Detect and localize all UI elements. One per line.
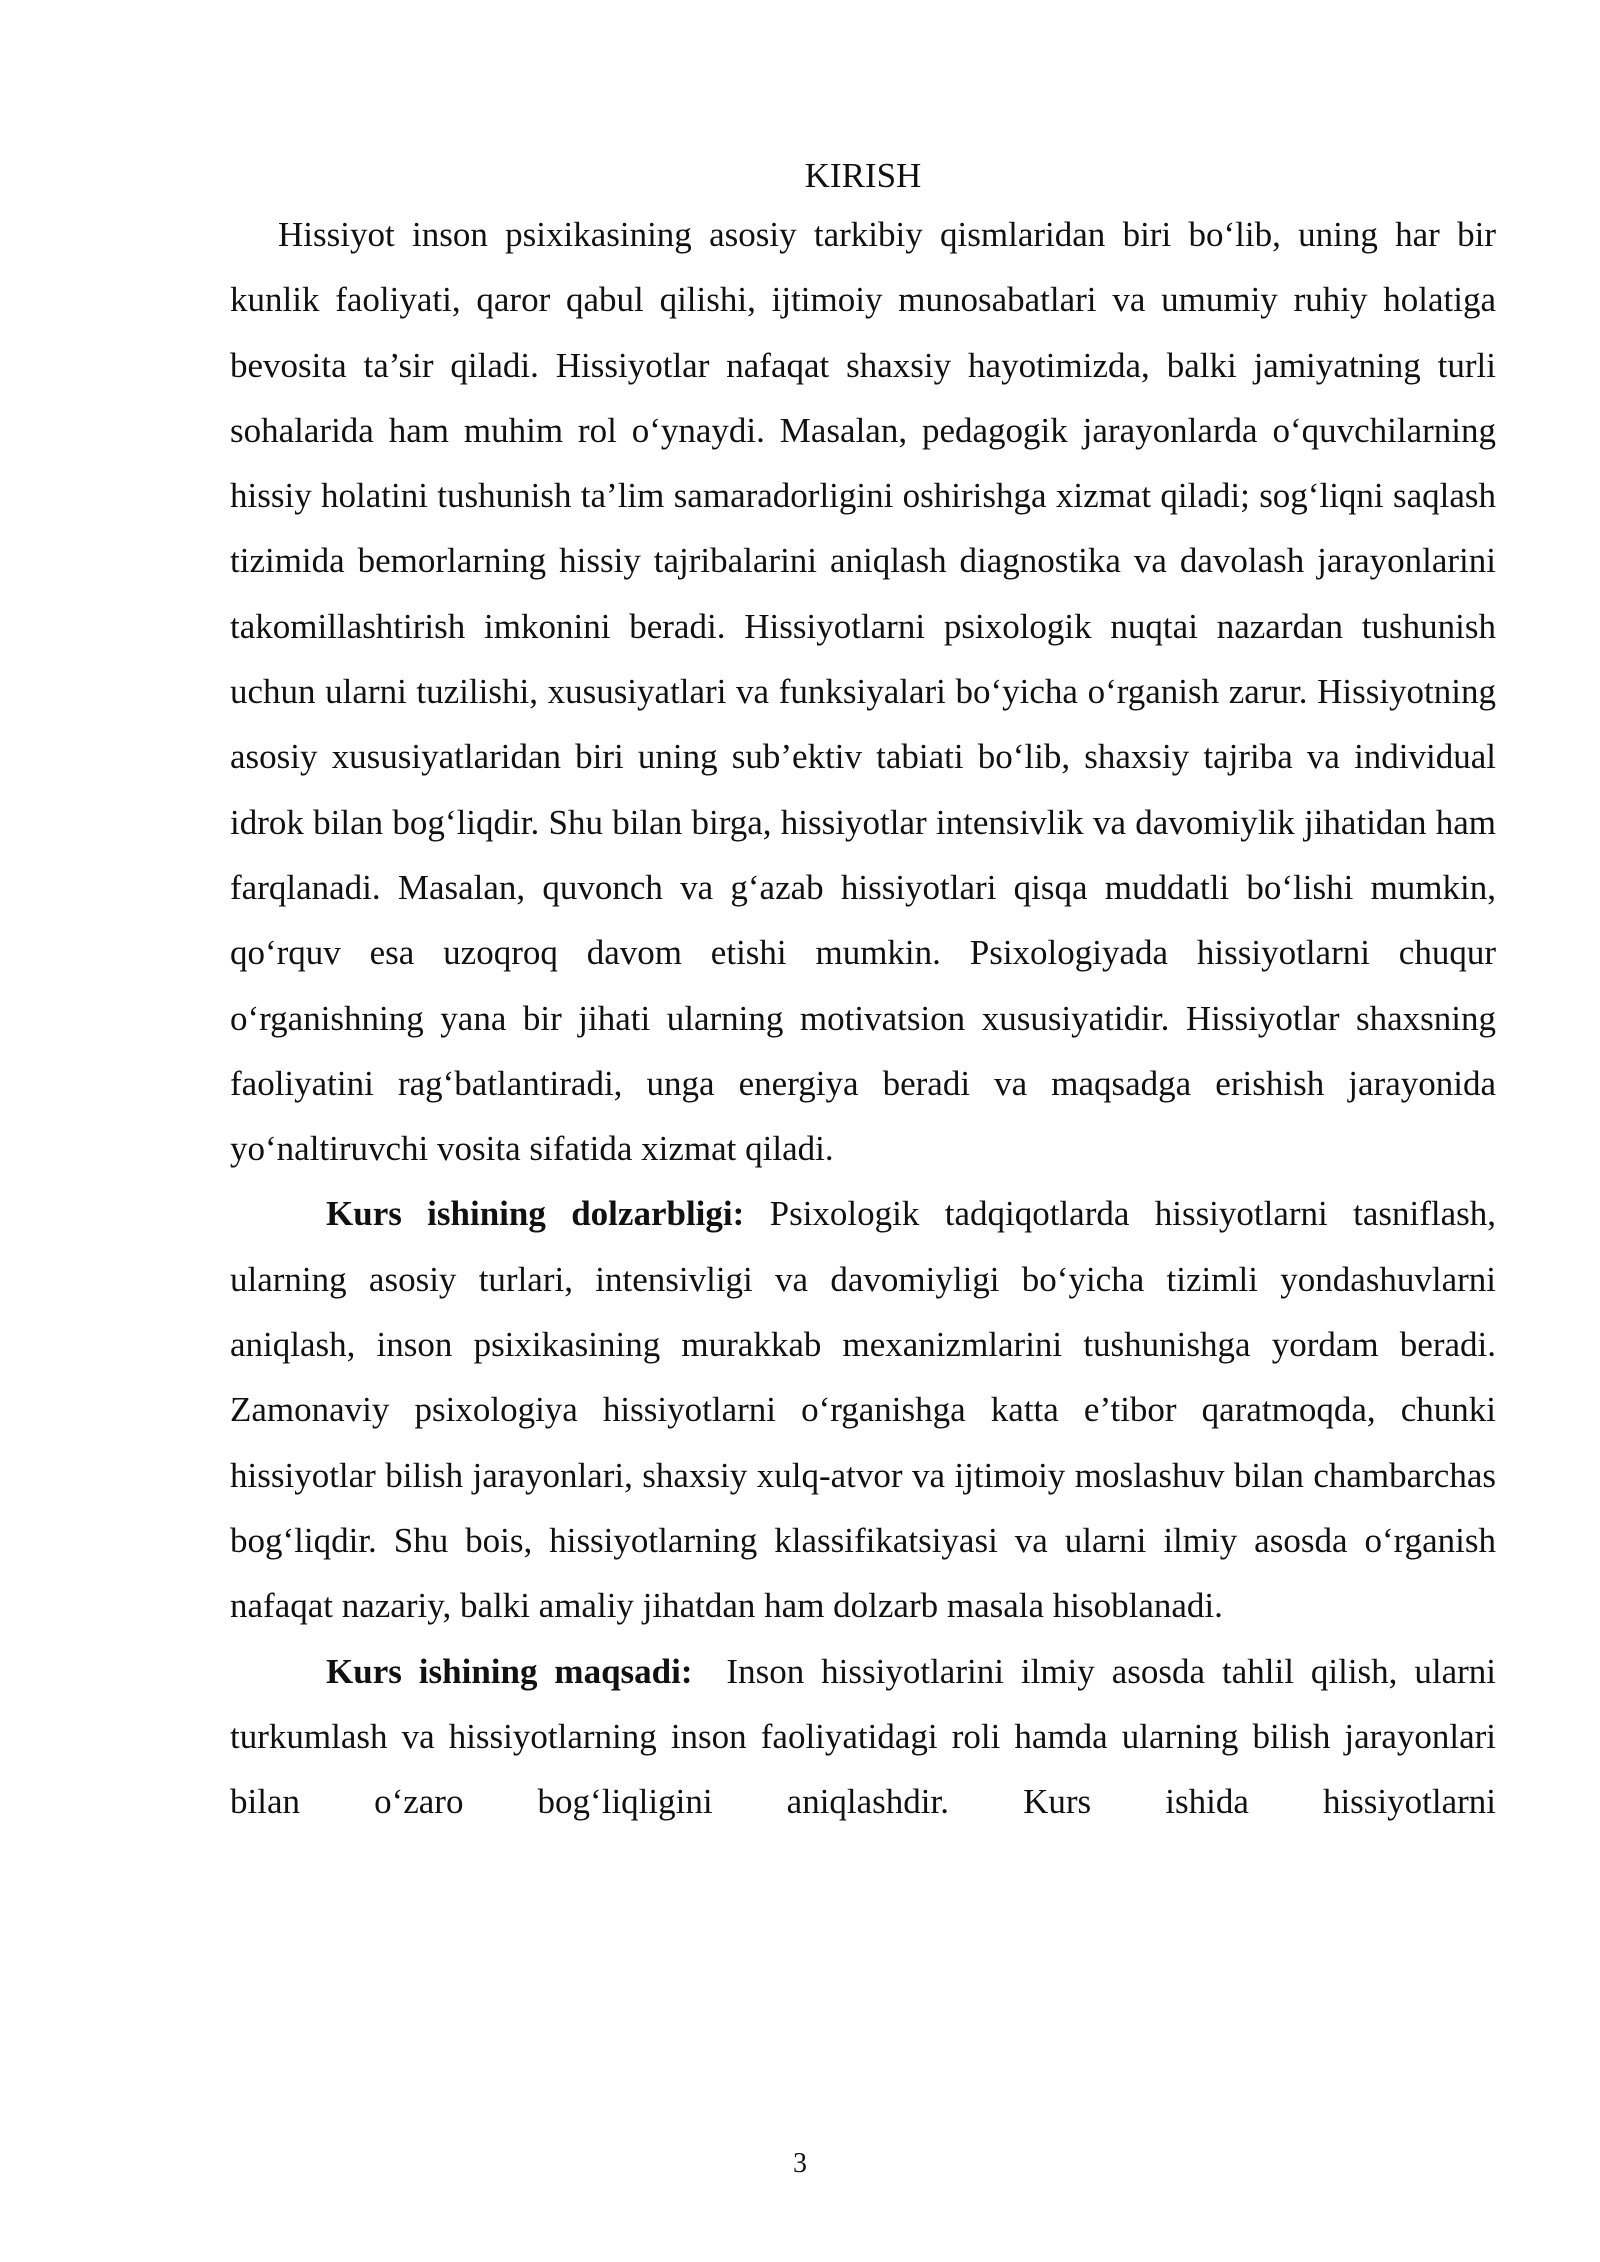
relevance-paragraph	[230, 1181, 1496, 1638]
goal-label: Kurs ishining maqsadi:	[326, 1651, 693, 1691]
section-heading: KIRISH	[804, 156, 922, 195]
intro-paragraph: Hissiyot inson psixikasining asosiy tarkibiy qismlaridan biri bo‘lib, uning har bir kunlik faoliyati, qaror qabul qilishi, ijtimoiy munosabatlari va umumiy ruhiy holatiga bevosita ta’sir qiladi. Hissiyotlar nafaqat shaxsiy hayotimizda, balki jamiyatning turli sohalarida ham muhim rol o‘ynaydi. Masalan, pedagogik jarayonlarda o‘quvchilarning hissiy holatini tushunish ta’lim samaradorligini oshirishga xizmat qiladi; sog‘liqni saqlash tizimida bemorlarning hissiy tajribalarini aniqlash diagnostika va davolash jarayonlarini takomillashtirish imkonini beradi. Hissiyotlarni psixologik nuqtai nazardan tushunish uchun ularni tuzilishi, xususiyatlari va funksiyalari bo‘yicha o‘rganish zarur. Hissiyotning asosiy xususiyatlaridan biri uning sub’ektiv tabiati bo‘lib, shaxsiy tajriba va individual idrok bilan bog‘liqdir. Shu bilan birga, hissiyotlar intensivlik va davomiylik jihatidan ham farqlanadi. Masalan, quvonch va g‘azab hissiyotlari qisqa muddatli bo‘lishi mumkin, qo‘rquv esa uzoqroq davom etishi mumkin. Psixologiyada hissiyotlarni chuqur o‘rganishning yana bir jihati ularning motivatsion xususiyatidir. Hissiyotlar shaxsning faoliyatini rag‘batlantiradi, unga energiya beradi va maqsadga erishish jarayonida yo‘naltiruvchi vosita sifatida xizmat qiladi.	[230, 215, 1496, 1169]
relevance-label: Kurs ishining dolzarbligi:	[326, 1194, 745, 1234]
page-number: 3	[793, 2148, 807, 2179]
relevance-text: Psixologik tadqiqotlarda hissiyotlarni tasniflash, ularning asosiy turlari, intensivligi va davomiyligi bo‘yicha tizimli yondashuvlarni aniqlash, inson psixikasining murakkab mexanizmlarini tushunishga yordam beradi. Zamonaviy psixologiya hissiyotlarni o‘rganishga katta e’tibor qaratmoqda, chunki hissiyotlar bilish jarayonlari, shaxsiy xulq-atvor va ijtimoiy moslashuv bilan chambarchas bog‘liqdir. Shu bois, hissiyotlarning klassifikatsiyasi va ularni ilmiy asosda o‘rganish nafaqat nazariy, balki amaliy jihatdan ham dolzarb masala hisoblanadi.	[230, 1194, 1496, 1626]
page-content	[230, 150, 1505, 1834]
goal-paragraph	[230, 1639, 1505, 1835]
goal-text: Inson hissiyotlarini ilmiy asosda tahlil qilish, ularni turkumlash va hissiyotlarning inson faoliyatidagi roli hamda ularning bilish jarayonlari bilan o‘zaro bog‘liqligini aniqlashdir. Kurs ishida hissiyotlarni	[230, 1651, 1505, 1822]
